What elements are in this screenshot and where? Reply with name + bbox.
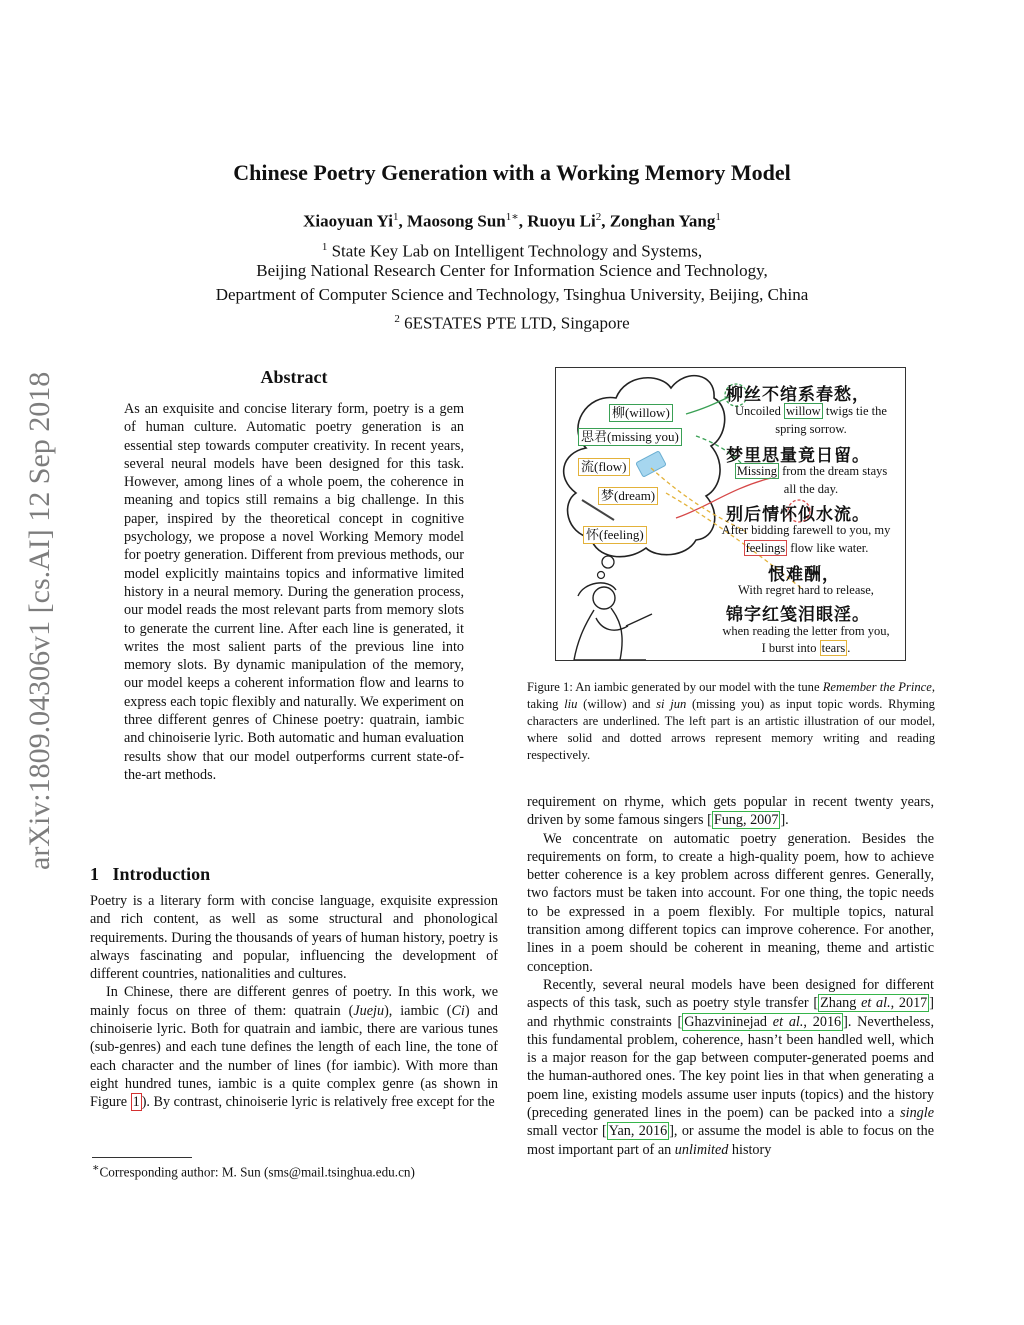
topic-highlight: feelings [745, 541, 786, 555]
figure-reference-link[interactable]: 1 [132, 1094, 140, 1111]
text-run: Jueju [353, 1002, 385, 1019]
affiliation-text: 6ESTATES PTE LTD, Singapore [404, 313, 630, 333]
affiliation-mark: 1 [321, 241, 328, 253]
thought-bubble [598, 572, 605, 579]
text-run: Zhang [820, 995, 857, 1012]
text-run: . [847, 641, 851, 655]
text-run: et al. [772, 1013, 804, 1030]
citation-link[interactable]: Ghazvininejad et al., 2016 [684, 1013, 842, 1030]
paper-title: Chinese Poetry Generation with a Working Memory Model [233, 160, 791, 185]
affiliation-line [0, 307, 1024, 336]
poem-line-english [716, 464, 906, 479]
section-heading [90, 864, 210, 885]
thought-bubble [602, 556, 614, 568]
affiliation-mark: 1 [715, 211, 721, 223]
text-run: history [728, 1141, 772, 1158]
affiliation-mark: 1∗ [505, 211, 519, 223]
text-run: I burst into [761, 641, 820, 655]
paragraph [90, 983, 498, 1111]
author-name: Maosong Sun [407, 211, 506, 231]
text-run: ]. [780, 812, 789, 829]
footnote-text: Corresponding author: M. Sun (sms@mail.tsinghua.edu.cn) [99, 1164, 415, 1180]
paragraph: We concentrate on automatic poetry generation. Besides the requirements on form, to create a high-quality poem, how to achieve better coherence is a key problem across different genres. Generally, two factors must be taken into account. For one thing, the topic needs to be expressed in a poem flexibly. For multiple topics, natural transition among different topics can improve coherence. For another, lines in a poem should be coherent in meaning, theme and artistic conception. [527, 830, 934, 975]
figure-1-illustration [555, 367, 906, 661]
affiliation-mark: 2 [595, 211, 602, 223]
section-number: 1 [90, 864, 99, 884]
poem-line-chinese: 梦里思量竟日留。 [726, 446, 870, 465]
text-run: (willow) and [577, 697, 657, 711]
citation-link[interactable]: Yan, 2016 [608, 1123, 668, 1140]
footnote-mark: ∗ [92, 1162, 100, 1174]
author-name: Zonghan Yang [609, 211, 716, 231]
memory-slot: 流(flow) [578, 458, 630, 476]
poem-line-english: With regret hard to release, [738, 583, 874, 597]
poem-line-english: when reading the letter from you, [722, 624, 890, 638]
abstract-heading: Abstract [260, 367, 328, 387]
affiliation-line: Department of Computer Science and Technology, Tsinghua University, Beijing, China [215, 285, 809, 304]
text-run: twigs tie the [822, 404, 887, 418]
text-run: unlimited [674, 1141, 729, 1158]
text-run: ) and chinoiserie lyric. Both for quatrain and iambic, there are various tunes (sub-genres) and each tune defines the length of each line, the tone of each character and the number of lines (for iambic). With more than eight hundred tunes, iambic is a quite complex genre (as shown in Figure [90, 1002, 498, 1111]
text-run: from the dream stays [778, 464, 888, 478]
text-run: Figure 1: An iambic generated by our model with the tune [527, 680, 823, 694]
poem-line-chinese: 别后情怀似水流。 [726, 505, 870, 524]
text-run: (missing you) as input topic words. Rhyming characters are underlined. The left part is an artistic illustration of our model, where solid and dotted arrows represent memory writing and reading respectively. [527, 697, 935, 762]
figure-caption [527, 679, 935, 764]
memory-slot: 梦(dream) [598, 487, 658, 505]
memory-slot: 柳(willow) [609, 404, 673, 422]
text-run: flow like water. [787, 541, 869, 555]
author-sep: , [518, 211, 528, 231]
topic-highlight: Missing [736, 464, 777, 478]
text-run: In Chinese, there are different genres of poetry. In this work, we mainly focus on three of them: quatrain ( [90, 984, 498, 1019]
text-run: , taking [527, 680, 935, 711]
poem-line-chinese: 恨难酬， [768, 565, 840, 584]
poem-line-chinese: 柳丝不绾系春愁， [726, 385, 870, 404]
text-run: liu [564, 697, 578, 711]
paragraph [527, 976, 934, 1159]
poem-line-english [706, 641, 906, 656]
text-run: ). By contrast, chinoiserie lyric is relatively free except for the [141, 1094, 495, 1111]
citation-link[interactable] [818, 994, 929, 1012]
topic-highlight: tears [821, 641, 846, 655]
arxiv-identifier: arXiv:1809.04306v1 [cs.AI] 12 Sep 2018 [23, 371, 56, 870]
paragraph: Poetry is a literary form with concise language, exquisite expression and rich content, as well as some structural and phonological requirements. During the thousands of years of human history, poetry is always fascinating and popular, influencing the development of different countries, nationalities and cultures. [90, 893, 498, 983]
text-run: Remember the Prince [822, 680, 932, 694]
text-run: et al. [861, 995, 891, 1012]
text-run: Uncoiled [735, 404, 784, 418]
intro-left-column [90, 892, 498, 1112]
author-name: Xiaoyuan Yi [303, 211, 393, 231]
memory-slot: 思君(missing you) [578, 428, 682, 446]
text-run: ] and rhythmic constraints [ [527, 995, 935, 1030]
text-run: Ghazvininejad [684, 1013, 767, 1030]
section-title: Introduction [112, 864, 211, 884]
poem-line-english [706, 541, 906, 556]
affiliation-line: Beijing National Research Center for Information Science and Technology, [256, 261, 768, 280]
text-run: si jun [656, 697, 687, 711]
text-run: 2016 [812, 1013, 842, 1030]
poem-line-english: all the day. [783, 482, 839, 496]
text-run: , 2017 [890, 995, 928, 1012]
text-run: Recently, several neural models have been designed for different aspects of this task, such as poetry style transfer [ [527, 976, 934, 1012]
author-name: Ruoyu Li [527, 211, 596, 231]
footnote-rule [92, 1157, 192, 1158]
author-sep: , [601, 211, 610, 231]
footnote [92, 1161, 415, 1180]
text-run: ]. Nevertheless, this fundamental problem, coherence, hasn’t been handled well, which is a major reason for the gap between computer-generated poems and the human-authored ones. The key point lies in that when generating a poem line, existing models assume user inputs (topics) and the history (preceding generated lines in the poem) can be packed into a [527, 1013, 935, 1122]
text-run: single [900, 1105, 934, 1122]
affiliation-text: State Key Lab on Intelligent Technology and Systems, [331, 241, 703, 261]
affiliation-mark: 1 [393, 211, 399, 223]
poem-line-english: spring sorrow. [775, 422, 847, 436]
abstract-body [124, 400, 464, 784]
poem-line-english: After bidding farewell to you, my [721, 523, 891, 537]
text-run: requirement on rhyme, which gets popular in recent twenty years, driven by some famous singers [ [527, 794, 934, 829]
text-run: Ci [451, 1002, 465, 1019]
topic-highlight: willow [785, 404, 821, 418]
memory-slot: 怀(feeling) [583, 526, 647, 544]
text-run: ], or assume the model is able to focus on the most important part of an [527, 1123, 934, 1158]
affiliation-mark: 2 [394, 313, 400, 325]
abstract-text: As an exquisite and concise literary form, poetry is a gem of human culture. Automatic poetry generation is an essential step towards computer creativity. In recent years, several neural models have been designed for this task. However, among lines of a whole poem, the coherence in meaning and topics still remains a big challenge. In this paper, inspired by the theoretical concept in cognitive psychology, we propose a novel Working Memory model for poetry generation. Different from previous methods, our model explicitly maintains topics and informative limited history in a neural memory. During the generation process, our model reads the most relevant parts from memory slots to generate the current line. After each line is generated, it writes the most salient parts of the previous line into memory slots. By dynamic manipulation of the memory, our model keeps a coherent information flow and learns to express each topic flexibly and naturally. We experiment on three different genres of Chinese poetry: quatrain, iambic and chinoiserie lyric. Both automatic and human evaluation results show that our model outperforms current state-of-the-art methods. [124, 401, 464, 783]
poem-line-english [716, 404, 906, 419]
author-sep: , [398, 211, 407, 231]
citation-link[interactable]: Fung, 2007 [713, 812, 779, 829]
poem-line-chinese: 锦字红笺泪眼淫。 [726, 605, 870, 624]
author-list [0, 210, 1024, 232]
text-run: small vector [ [527, 1123, 607, 1140]
intro-right-column [527, 793, 934, 1159]
poet-figure [574, 583, 652, 660]
paragraph [527, 793, 934, 830]
text-run: ), iambic ( [384, 1002, 452, 1019]
